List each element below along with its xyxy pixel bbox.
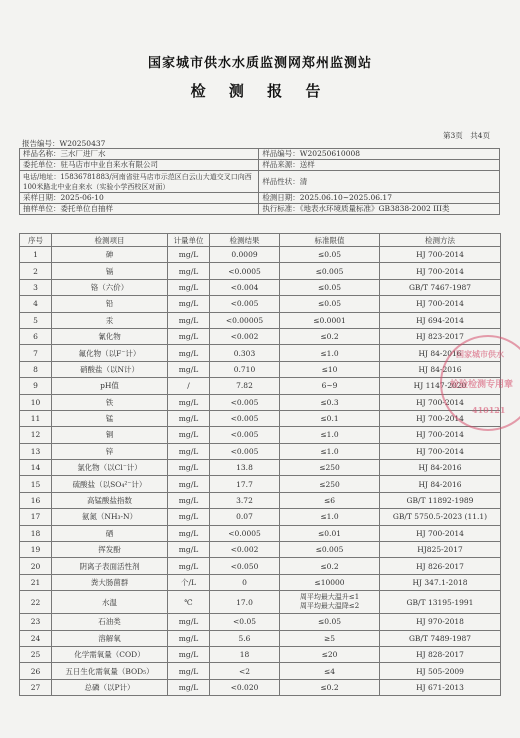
row-index: 22 bbox=[20, 591, 52, 614]
row-item: 氟化物（以F⁻计） bbox=[52, 345, 168, 361]
row-index: 18 bbox=[20, 525, 52, 541]
row-item: 铁 bbox=[52, 394, 168, 410]
row-index: 1 bbox=[20, 247, 52, 263]
table-row bbox=[20, 679, 501, 695]
row-unit: mg/L bbox=[168, 312, 210, 328]
row-limit: ≤0.2 bbox=[280, 328, 380, 344]
row-index: 5 bbox=[20, 312, 52, 328]
row-item: 铬（六价） bbox=[52, 279, 168, 295]
row-index: 20 bbox=[20, 558, 52, 574]
row-limit: ≤0.01 bbox=[280, 525, 380, 541]
row-unit: mg/L bbox=[168, 328, 210, 344]
table-row bbox=[20, 312, 501, 328]
row-result: <0.005 bbox=[210, 443, 280, 459]
row-index: 10 bbox=[20, 394, 52, 410]
row-limit: 6~9 bbox=[280, 378, 380, 394]
row-result: 3.72 bbox=[210, 492, 280, 508]
row-result: <0.05 bbox=[210, 614, 280, 630]
table-row bbox=[20, 542, 501, 558]
table-row bbox=[20, 279, 501, 295]
client: 委托单位：驻马店市中业自来水有限公司 bbox=[20, 160, 259, 171]
row-limit: ≤0.2 bbox=[280, 558, 380, 574]
row-limit: ≤250 bbox=[280, 460, 380, 476]
table-row bbox=[20, 247, 501, 263]
table-row bbox=[20, 345, 501, 361]
row-method: HJ 84-2016 bbox=[380, 345, 501, 361]
table-row bbox=[20, 646, 501, 662]
row-limit: ≤0.05 bbox=[280, 247, 380, 263]
row-result: <0.00005 bbox=[210, 312, 280, 328]
row-result: <0.005 bbox=[210, 296, 280, 312]
row-index: 21 bbox=[20, 574, 52, 590]
row-index: 2 bbox=[20, 263, 52, 279]
row-method: HJ 505-2009 bbox=[380, 663, 501, 679]
table-row bbox=[20, 492, 501, 508]
sampling-date: 采样日期：2025-06-10 bbox=[20, 193, 259, 204]
row-unit: mg/L bbox=[168, 614, 210, 630]
row-result: <0.0005 bbox=[210, 263, 280, 279]
row-index: 25 bbox=[20, 646, 52, 662]
row-result: <0.002 bbox=[210, 328, 280, 344]
row-index: 12 bbox=[20, 427, 52, 443]
report-number: 报告编号：W20250437 bbox=[22, 139, 106, 148]
col-header-method: 检测方法 bbox=[380, 234, 501, 247]
row-unit: mg/L bbox=[168, 630, 210, 646]
row-item: 溶解氧 bbox=[52, 630, 168, 646]
row-limit: ≤0.3 bbox=[280, 394, 380, 410]
row-method: HJ825-2017 bbox=[380, 542, 501, 558]
col-header-limit: 标准限值 bbox=[280, 234, 380, 247]
row-index: 7 bbox=[20, 345, 52, 361]
row-item: 水温 bbox=[52, 591, 168, 614]
row-result: <0.050 bbox=[210, 558, 280, 574]
row-unit: mg/L bbox=[168, 427, 210, 443]
report-title: 检 测 报 告 bbox=[190, 82, 330, 100]
row-unit: mg/L bbox=[168, 443, 210, 459]
row-item: 硝酸盐（以N计） bbox=[52, 361, 168, 377]
row-item: 高锰酸盐指数 bbox=[52, 492, 168, 508]
row-result: <2 bbox=[210, 663, 280, 679]
row-item: 总磷（以P计） bbox=[52, 679, 168, 695]
row-unit: mg/L bbox=[168, 476, 210, 492]
row-method: HJ 700-2014 bbox=[380, 410, 501, 426]
row-index: 11 bbox=[20, 410, 52, 426]
row-item: 铜 bbox=[52, 427, 168, 443]
row-method: GB/T 13195-1991 bbox=[380, 591, 501, 614]
table-row bbox=[20, 630, 501, 646]
row-item: 五日生化需氧量（BOD₅） bbox=[52, 663, 168, 679]
row-method: HJ 700-2014 bbox=[380, 296, 501, 312]
row-result: 0 bbox=[210, 574, 280, 590]
row-limit: ≤1.0 bbox=[280, 345, 380, 361]
sample-number: 样品编号：W20250610008 bbox=[259, 149, 500, 160]
row-unit: mg/L bbox=[168, 492, 210, 508]
row-result: 0.0009 bbox=[210, 247, 280, 263]
row-item: 氯化物（以Cl⁻计） bbox=[52, 460, 168, 476]
organization-name: 国家城市供水水质监测网郑州监测站 bbox=[147, 56, 372, 71]
row-item: 硒 bbox=[52, 525, 168, 541]
row-method: HJ 700-2014 bbox=[380, 525, 501, 541]
row-result: <0.002 bbox=[210, 542, 280, 558]
row-method: HJ 826-2017 bbox=[380, 558, 501, 574]
row-index: 3 bbox=[20, 279, 52, 295]
row-result: 18 bbox=[210, 646, 280, 662]
row-result: 13.8 bbox=[210, 460, 280, 476]
row-item: 汞 bbox=[52, 312, 168, 328]
row-item: 锰 bbox=[52, 410, 168, 426]
row-unit: mg/L bbox=[168, 558, 210, 574]
seal-top-text: 国家城市供水 bbox=[456, 349, 504, 359]
row-unit: 个/L bbox=[168, 574, 210, 590]
row-limit: ≤0.05 bbox=[280, 296, 380, 312]
row-item: 挥发酚 bbox=[52, 542, 168, 558]
row-index: 9 bbox=[20, 378, 52, 394]
row-unit: mg/L bbox=[168, 263, 210, 279]
row-unit: mg/L bbox=[168, 542, 210, 558]
row-index: 17 bbox=[20, 509, 52, 525]
row-result: 0.303 bbox=[210, 345, 280, 361]
row-limit: ≤0.005 bbox=[280, 263, 380, 279]
test-date: 检测日期：2025.06.10~2025.06.17 bbox=[259, 193, 500, 204]
standard: 执行标准：《地表水环境质量标准》GB3838-2002 III类 bbox=[259, 204, 500, 215]
table-row bbox=[20, 427, 501, 443]
row-result: <0.004 bbox=[210, 279, 280, 295]
row-method: HJ 700-2014 bbox=[380, 427, 501, 443]
table-row bbox=[20, 574, 501, 590]
row-method: GB/T 11892-1989 bbox=[380, 492, 501, 508]
row-limit: ≤0.05 bbox=[280, 614, 380, 630]
row-limit: ≤10000 bbox=[280, 574, 380, 590]
table-row bbox=[20, 394, 501, 410]
row-limit: ≤1.0 bbox=[280, 443, 380, 459]
row-unit: mg/L bbox=[168, 679, 210, 695]
row-unit: mg/L bbox=[168, 296, 210, 312]
row-limit: ≤10 bbox=[280, 361, 380, 377]
row-unit: mg/L bbox=[168, 247, 210, 263]
row-result: <0.0005 bbox=[210, 525, 280, 541]
row-result: 17.0 bbox=[210, 591, 280, 614]
row-method: HJ 823-2017 bbox=[380, 328, 501, 344]
row-limit: ≤20 bbox=[280, 646, 380, 662]
row-index: 19 bbox=[20, 542, 52, 558]
table-row bbox=[20, 378, 501, 394]
row-result: 17.7 bbox=[210, 476, 280, 492]
sample-info-table bbox=[19, 148, 500, 215]
col-header-item: 检测项目 bbox=[52, 234, 168, 247]
page-number: 第3页 共4页 bbox=[442, 131, 490, 140]
row-item: 铅 bbox=[52, 296, 168, 312]
row-unit: mg/L bbox=[168, 663, 210, 679]
row-index: 23 bbox=[20, 614, 52, 630]
row-index: 15 bbox=[20, 476, 52, 492]
row-item: pH值 bbox=[52, 378, 168, 394]
row-method: HJ 828-2017 bbox=[380, 646, 501, 662]
row-limit: ≤1.0 bbox=[280, 509, 380, 525]
row-unit: mg/L bbox=[168, 361, 210, 377]
row-result: 5.6 bbox=[210, 630, 280, 646]
row-result: <0.005 bbox=[210, 427, 280, 443]
row-limit: ≤6 bbox=[280, 492, 380, 508]
row-index: 27 bbox=[20, 679, 52, 695]
contact-address: 电话/地址：15836781883/河南省驻马店市示范区白云山大道交叉口向西100米路北中业自来水（实验小学西校区对面） bbox=[20, 171, 259, 193]
table-row bbox=[20, 263, 501, 279]
row-unit: mg/L bbox=[168, 394, 210, 410]
row-limit: ≤0.05 bbox=[280, 279, 380, 295]
row-index: 14 bbox=[20, 460, 52, 476]
seal-middle-text: 检验检测专用章 bbox=[450, 380, 514, 390]
row-unit: mg/L bbox=[168, 509, 210, 525]
row-result: 0.07 bbox=[210, 509, 280, 525]
row-method: GB/T 7467-1987 bbox=[380, 279, 501, 295]
row-result: <0.005 bbox=[210, 394, 280, 410]
row-item: 粪大肠菌群 bbox=[52, 574, 168, 590]
table-row bbox=[20, 476, 501, 492]
row-index: 13 bbox=[20, 443, 52, 459]
row-method: HJ 84-2016 bbox=[380, 361, 501, 377]
table-row bbox=[20, 410, 501, 426]
table-row bbox=[20, 591, 501, 614]
sampler: 抽样单位：委托单位自抽样 bbox=[20, 204, 259, 215]
row-method: HJ 694-2014 bbox=[380, 312, 501, 328]
row-limit: ≤0.2 bbox=[280, 679, 380, 695]
row-method: HJ 347.1-2018 bbox=[380, 574, 501, 590]
row-item: 化学需氧量（COD） bbox=[52, 646, 168, 662]
row-index: 16 bbox=[20, 492, 52, 508]
table-row bbox=[20, 525, 501, 541]
seal-code: 410121 bbox=[472, 405, 506, 415]
row-item: 镉 bbox=[52, 263, 168, 279]
row-item: 砷 bbox=[52, 247, 168, 263]
row-limit: ≥5 bbox=[280, 630, 380, 646]
table-row bbox=[20, 460, 501, 476]
table-row bbox=[20, 558, 501, 574]
row-unit: mg/L bbox=[168, 345, 210, 361]
row-item: 锌 bbox=[52, 443, 168, 459]
row-method: HJ 671-2013 bbox=[380, 679, 501, 695]
sample-nature: 样品性状：清 bbox=[259, 171, 500, 193]
table-row bbox=[20, 296, 501, 312]
row-limit: ≤0.005 bbox=[280, 542, 380, 558]
row-item: 氨氮（NH₃-N） bbox=[52, 509, 168, 525]
row-limit: ≤0.1 bbox=[280, 410, 380, 426]
row-result: 0.710 bbox=[210, 361, 280, 377]
table-row bbox=[20, 361, 501, 377]
table-row bbox=[20, 443, 501, 459]
row-limit: ≤1.0 bbox=[280, 427, 380, 443]
table-header-row bbox=[20, 234, 501, 247]
row-item: 阴离子表面活性剂 bbox=[52, 558, 168, 574]
row-item: 硫酸盐（以SO₄²⁻计） bbox=[52, 476, 168, 492]
row-item: 石油类 bbox=[52, 614, 168, 630]
row-unit: mg/L bbox=[168, 525, 210, 541]
col-header-index: 序号 bbox=[20, 234, 52, 247]
results-table bbox=[19, 233, 501, 696]
row-index: 4 bbox=[20, 296, 52, 312]
row-method: HJ 84-2016 bbox=[380, 460, 501, 476]
table-row bbox=[20, 614, 501, 630]
row-unit: / bbox=[168, 378, 210, 394]
row-index: 26 bbox=[20, 663, 52, 679]
row-unit: mg/L bbox=[168, 646, 210, 662]
row-method: GB/T 5750.5-2023 (11.1) bbox=[380, 509, 501, 525]
row-method: HJ 84-2016 bbox=[380, 476, 501, 492]
row-method: HJ 700-2014 bbox=[380, 394, 501, 410]
row-index: 6 bbox=[20, 328, 52, 344]
row-limit: ≤250 bbox=[280, 476, 380, 492]
table-row bbox=[20, 663, 501, 679]
row-unit: mg/L bbox=[168, 279, 210, 295]
table-row bbox=[20, 328, 501, 344]
col-header-unit: 计量单位 bbox=[168, 234, 210, 247]
row-method: HJ 700-2014 bbox=[380, 247, 501, 263]
row-unit: mg/L bbox=[168, 460, 210, 476]
row-limit: 周平均最大温升≤1 周平均最大温降≤2 bbox=[280, 591, 380, 614]
row-index: 24 bbox=[20, 630, 52, 646]
table-row bbox=[20, 509, 501, 525]
row-method: HJ 700-2014 bbox=[380, 263, 501, 279]
row-limit: ≤4 bbox=[280, 663, 380, 679]
row-index: 8 bbox=[20, 361, 52, 377]
row-unit: mg/L bbox=[168, 410, 210, 426]
row-item: 氰化物 bbox=[52, 328, 168, 344]
row-method: HJ 1147-2020 bbox=[380, 378, 501, 394]
row-result: <0.020 bbox=[210, 679, 280, 695]
row-method: HJ 700-2014 bbox=[380, 443, 501, 459]
row-limit: ≤0.0001 bbox=[280, 312, 380, 328]
row-method: HJ 970-2018 bbox=[380, 614, 501, 630]
sample-name: 样品名称：三水厂进厂水 bbox=[20, 149, 259, 160]
sample-source: 样品来源：送样 bbox=[259, 160, 500, 171]
row-method: GB/T 7489-1987 bbox=[380, 630, 501, 646]
row-unit: ℃ bbox=[168, 591, 210, 614]
row-result: 7.82 bbox=[210, 378, 280, 394]
col-header-result: 检测结果 bbox=[210, 234, 280, 247]
row-result: <0.005 bbox=[210, 410, 280, 426]
